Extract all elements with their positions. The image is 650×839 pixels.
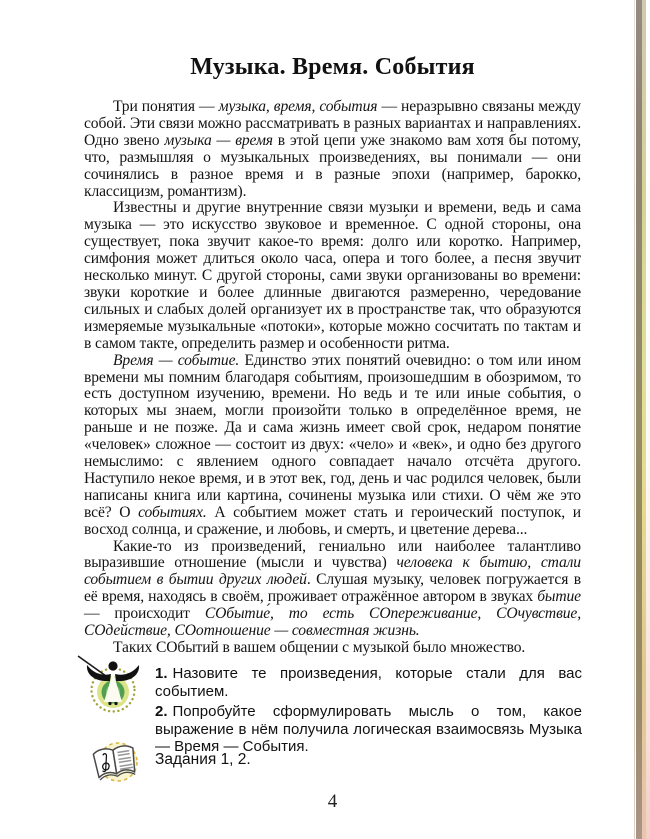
italic-text-run: человека к бытию, стали событием в бытии других людей [84,554,581,589]
page-number: 4 [327,791,338,812]
task-number: 1. [155,665,168,682]
paragraph [84,99,581,200]
notebook-icon-svg [88,735,144,791]
italic-text-run: Время — событие. [113,351,240,369]
italic-text-run: музыка, время, события [218,98,378,115]
italic-text-run: бытие [537,588,581,606]
page-edge-line [634,0,635,839]
page-edge-outer [646,0,650,839]
conductor-figure-icon [70,650,146,725]
task-text: Попробуйте сформулировать мысль о том, какое выражение в нём получила логическая взаимосвязь Музыка — Время — События. [155,703,582,756]
article-body [84,99,581,657]
text-run: Единство этих понятий очевидно: о том или ином времени мы помним благодаря событиям, произошедшим в обозримом, то есть доступном изучению, времени. Но ведь и те или иные события, о которых мы знаем, могли произойти только в определённое время, не раньше и не позже. Да и сама жизнь имеет свой срок, недаром понятие «человек» сложное — состоит из двух: «чело» и «век», и одно без другого немыслимо: с явлением одного совпадает начало отсчёта другого. Наступило некое время, и в этот век, год, день и час родился человек, были написаны книга или картина, сочинены музыка или стихи. О чём же это всё? О [84,351,581,521]
text-run: в этой цепи уже знакомо вам хотя бы потому, что, размышляя о музыкальных произведениях, вы понимали — они сочинялись в разное время и в разные эпохи (например, барокко, классицизм, романтизм). [84,131,582,200]
task-item [155,703,582,756]
task-text: Назовите те произведения, которые стали для вас событием. [155,665,582,700]
text-run: Какие-то из произведений, гениально или наиболее талантливо выразившие отношение (мысли и чувства) [84,537,581,572]
paragraph [84,353,581,539]
task-item [155,665,582,700]
paragraph [84,539,581,640]
paragraph [84,200,581,352]
page-title: Музыка. Время. События [190,54,475,80]
conductor-icon-svg [70,650,146,720]
italic-text-run: музыка — время [164,131,273,149]
task-list [155,665,582,759]
text-run: Таких СОбытий в вашем общении с музыкой было множество. [113,639,526,656]
italic-text-run: СОбытие́, то есть СОпереживание, СОчувствие, СОдействие, СОотношение — совместная жизнь. [84,605,581,640]
paragraph [84,640,581,657]
music-notebook-icon [88,735,144,796]
text-run: . Слушая музыку, человек погружается в её время, находясь в своём, проживает отражённое автором в звуках [84,571,581,606]
text-run: — происходит [84,605,205,623]
italic-text-run: событиях. [138,503,207,521]
task-number: 2. [155,703,168,721]
text-run: А событием может стать и героический поступок, и восход солнца, и сражение, и любовь, и смерть, и цветение дерева... [84,503,581,538]
text-run: Известны и другие внутренние связи музыки и времени, ведь и сама музыка — это искусство звуковое и временно́е. С одной стороны, она существует, пока звучит какое-то время: долго или коротко. Например, симфония может длиться около часа, опера и того более, а песня звучит несколько минут. С другой стороны, сами звуки организованы во времени: звуки короткие и более длинные двигаются размеренно, чередование сильных и слабых долей организует их в пространстве так, что образуются измеряемые музыкальные «потоки», которые можно сосчитать по тактам и в самом такте, определить размер и особенности ритма. [84,199,581,352]
assignments-label: Задания 1, 2. [155,751,251,768]
text-run: — неразрывно связаны между собой. Эти связи можно рассматривать в разных вариантах и направлениях. Одно звено [84,98,581,149]
text-run: Три понятия — [113,98,219,115]
